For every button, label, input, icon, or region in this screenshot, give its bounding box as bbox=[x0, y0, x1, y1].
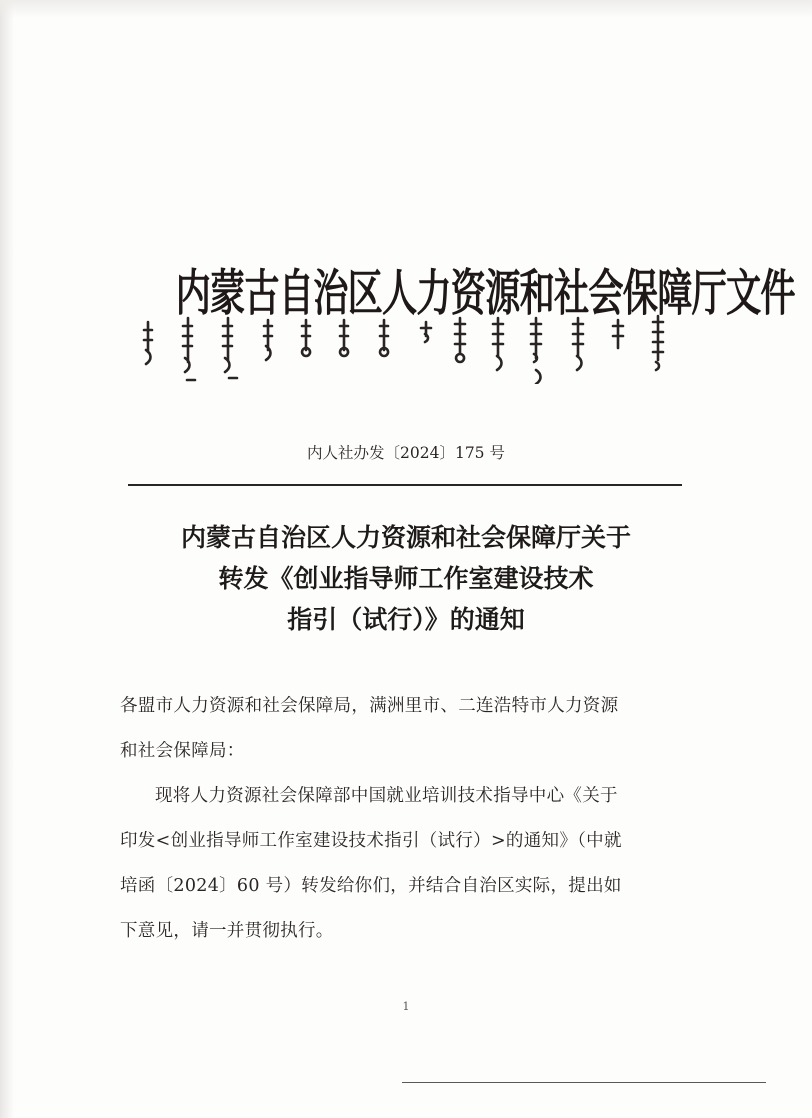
title-line-3: 指引（试行）》的通知 bbox=[287, 605, 525, 634]
paragraph-line-3: 培函〔2024〕60 号）转发给你们，并结合自治区实际，提出如 bbox=[120, 876, 622, 896]
document-body bbox=[120, 684, 694, 954]
paragraph-line-4: 下意见，请一并贯彻执行。 bbox=[120, 921, 334, 941]
header-divider bbox=[128, 484, 682, 486]
addressee-line-2: 和社会保障局： bbox=[120, 741, 245, 761]
footer-line bbox=[402, 1082, 766, 1083]
document-title bbox=[0, 517, 812, 640]
mongolian-script-caption bbox=[140, 314, 680, 384]
paragraph-line-1: 现将人力资源社会保障部中国就业培训技术指导中心《关于 bbox=[155, 786, 618, 806]
addressee-line-1: 各盟市人力资源和社会保障局，满洲里市、二连浩特市人力资源 bbox=[120, 696, 619, 716]
document-number: 内人社办发〔2024〕175 号 bbox=[307, 444, 505, 462]
document-masthead: 内蒙古自治区人力资源和社会保障厅文件 bbox=[175, 265, 795, 323]
page-number: 1 bbox=[402, 1000, 410, 1013]
scan-top-shadow bbox=[0, 0, 812, 18]
title-line-2: 转发《创业指导师工作室建设技术 bbox=[218, 564, 594, 593]
title-line-1: 内蒙古自治区人力资源和社会保障厅关于 bbox=[180, 523, 631, 552]
paragraph-line-2: 印发<创业指导师工作室建设技术指引（试行）>的通知》（中就 bbox=[120, 831, 622, 851]
